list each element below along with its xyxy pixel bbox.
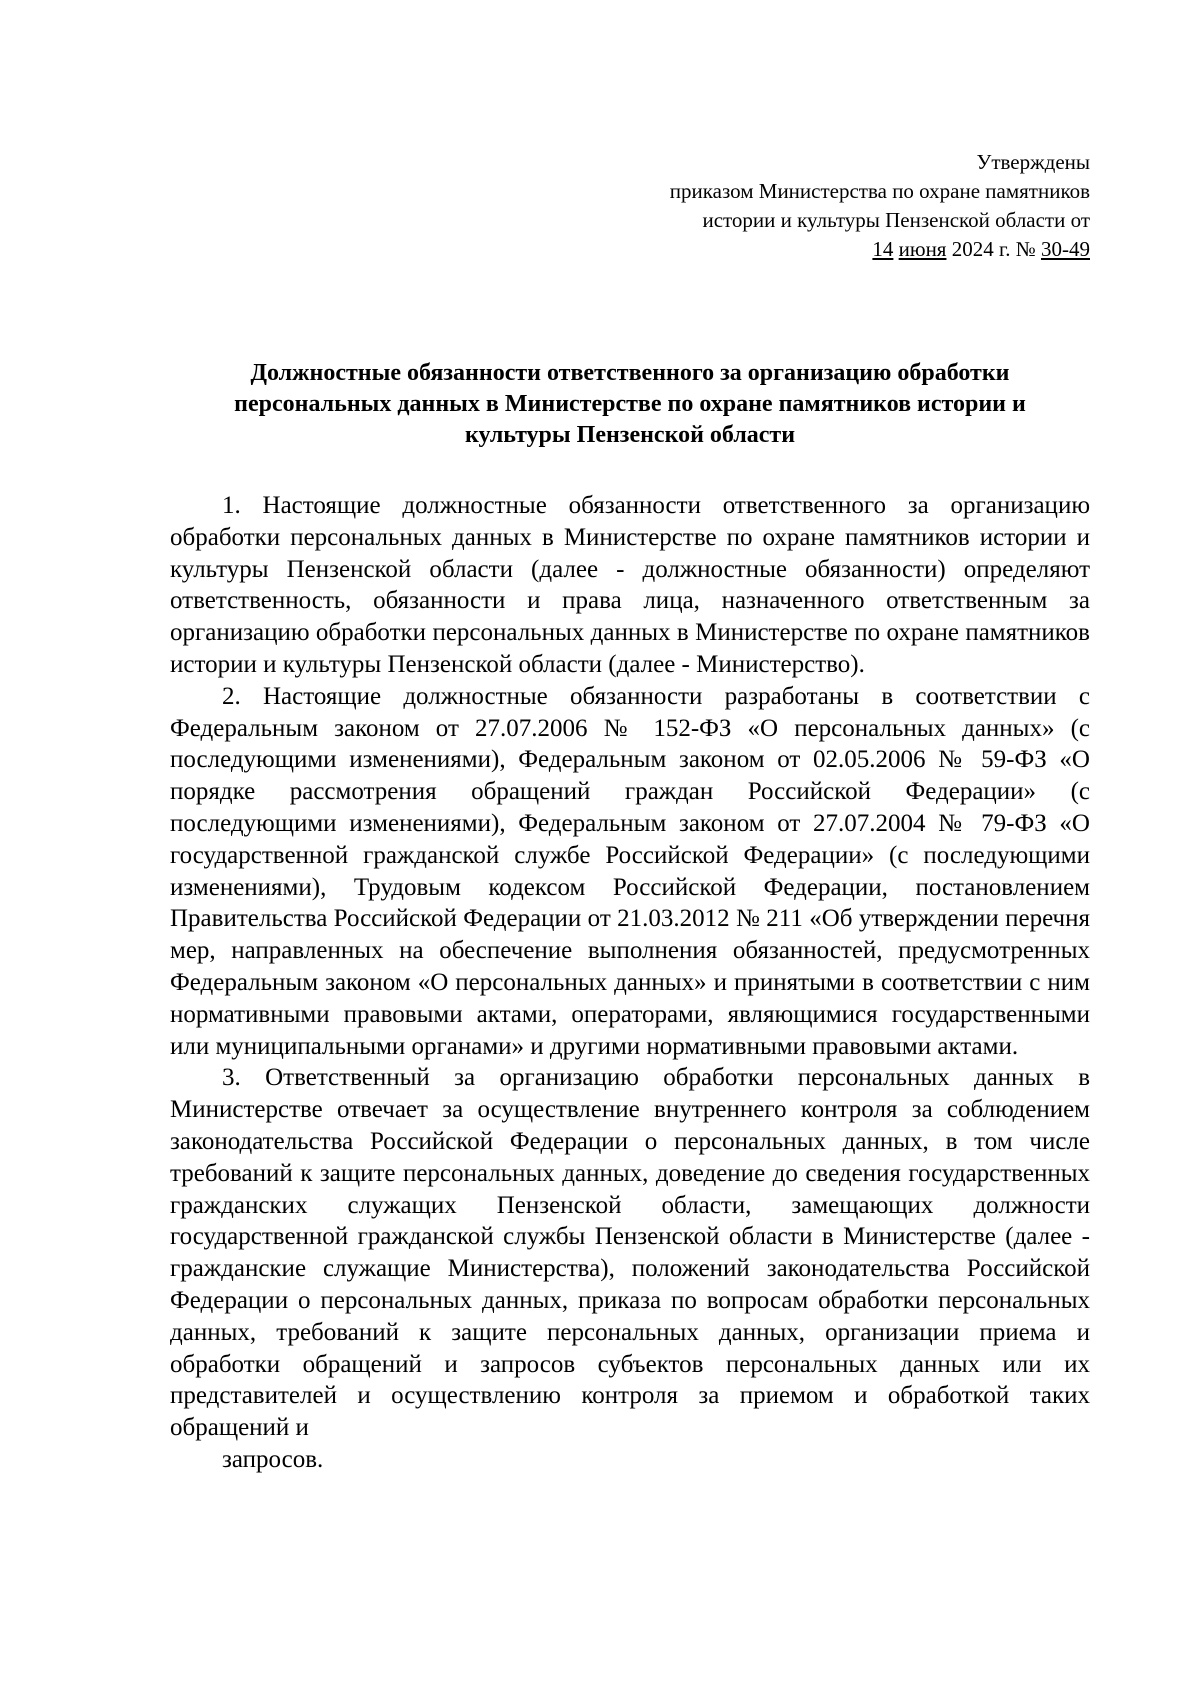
document-body	[170, 490, 1090, 1476]
paragraph-2: 2. Настоящие должностные обязанности разработаны в соответствии с Федеральным законом от 27.07.2006 № 152-ФЗ «О персональных данных» (с последующими изменениями), Федеральным законом от 02.05.2006 № 59-ФЗ «О порядке рассмотрения обращений граждан Российской Федерации» (с последующими изменениями), Федеральным законом от 27.07.2004 № 79-ФЗ «О государственной гражданской службе Российской Федерации» (с последующими изменениями), Трудовым кодексом Российской Федерации, постановлением Правительства Российской Федерации от 21.03.2012 № 211 «Об утверждении перечня мер, направленных на обеспечение выполнения обязанностей, предусмотренных Федеральным законом «О персональных данных» и принятыми в соответствии с ним нормативными правовыми актами, операторами, являющимися государственными или муниципальными органами» и другими нормативными правовыми актами.	[170, 682, 1090, 1060]
approval-line-1: Утверждены	[976, 150, 1090, 174]
title-line-3: культуры Пензенской области	[464, 422, 796, 448]
title-line-2: персональных данных в Министерстве по охране памятников истории и	[234, 391, 1026, 417]
approval-line-3: истории и культуры Пензенской области от	[702, 208, 1090, 232]
approval-date-month: июня	[898, 237, 947, 261]
document-title	[170, 358, 1090, 451]
paragraph-3-tail: запросов.	[222, 1445, 324, 1473]
paragraph-3: 3. Ответственный за организацию обработки персональных данных в Министерстве отвечает за осуществление внутреннего контроля за соблюдением законодательства Российской Федерации о персональных данных, в том числе требований к защите персональных данных, доведение до сведения государственных гражданских служащих Пензенской области, замещающих должности государственной гражданской службы Пензенской области в Министерстве (далее - гражданские служащие Министерства), положений законодательства Российской Федерации о персональных данных, приказа по вопросам обработки персональных данных, требований к защите персональных данных, организации приема и обработки обращений и запросов субъектов персональных данных или их представителей и осуществлению контроля за приемом и обработкой таких обращений и	[170, 1064, 1090, 1442]
approval-order-number: 30-49	[1041, 237, 1090, 261]
approval-date-year: 2024 г. №	[946, 237, 1041, 261]
approval-date-line	[530, 235, 1090, 264]
approval-date-day: 14	[872, 237, 894, 261]
approval-line-2: приказом Министерства по охране памятников	[669, 179, 1090, 203]
title-line-1: Должностные обязанности ответственного за организацию обработки	[250, 360, 1010, 386]
paragraph-1: 1. Настоящие должностные обязанности ответственного за организацию обработки персональных данных в Министерстве по охране памятников истории и культуры Пензенской области (далее - должностные обязанности) определяют ответственность, обязанности и права лица, назначенного ответственным за организацию обработки персональных данных в Министерстве по охране памятников истории и культуры Пензенской области (далее - Министерство).	[170, 492, 1090, 678]
approval-stamp	[530, 148, 1090, 264]
